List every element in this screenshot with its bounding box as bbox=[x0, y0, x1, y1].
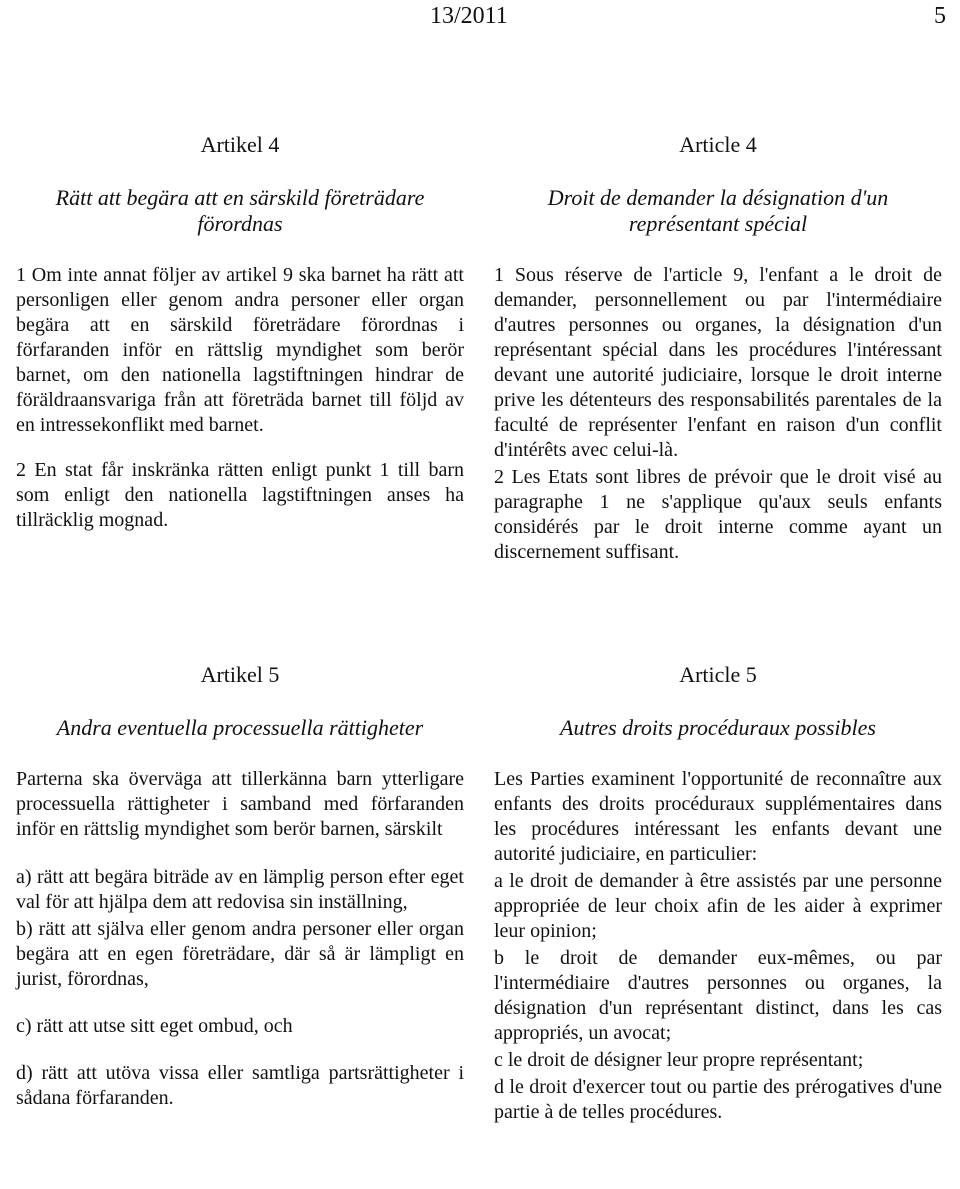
fr-article-5-item-b: b le droit de demander eux-mêmes, ou par l'intermédiaire d'autres personnes ou organes, la désignation d'un représentant distinct, dans les cas appropriés, un avocat; bbox=[494, 947, 942, 1044]
sv-article-5 bbox=[16, 662, 464, 1111]
fr-article-4-paragraph-2: 2 Les Etats sont libres de prévoir que le droit visé au paragraphe 1 ne s'applique qu'aux seuls enfants considérés par le droit interne comme ayant un discernement suffisant. bbox=[494, 466, 942, 563]
sv-article-4-paragraph-1: 1 Om inte annat följer av artikel 9 ska barnet ha rätt att personligen eller genom andra personer eller organ begära att en särskild företrädare förordnas i förfaranden inför en rättslig myndighet som berör barnet, om den nationella lagstiftningen hindrar de föräldraansvariga från att företräda barnet till följd av en intressekonflikt med barnet. bbox=[16, 264, 464, 436]
header-issue: 13/2011 bbox=[430, 3, 508, 29]
sv-article-5-title: Artikel 5 bbox=[200, 662, 280, 687]
fr-article-4-subtitle: Droit de demander la désignation d'un représentant spécial bbox=[547, 185, 889, 236]
fr-article-5-intro: Les Parties examinent l'opportunité de reconnaître aux enfants des droits procéduraux supplémentaires dans les procédures intéressant les enfants devant une autorité judiciaire, en particulier: bbox=[494, 768, 942, 865]
header-page-number: 5 bbox=[934, 3, 946, 29]
sv-article-4-title: Artikel 4 bbox=[200, 132, 280, 157]
sv-article-5-item-c: c) rätt att utse sitt eget ombud, och bbox=[16, 1015, 293, 1037]
fr-article-5-title: Article 5 bbox=[679, 662, 757, 687]
fr-article-5 bbox=[494, 662, 942, 1125]
sv-article-4 bbox=[16, 132, 464, 533]
sv-article-4-paragraph-2: 2 En stat får inskränka rätten enligt punkt 1 till barn som enligt den nationella lagstiftningen anses ha tillräcklig mognad. bbox=[16, 459, 464, 531]
fr-article-5-subtitle: Autres droits procéduraux possibles bbox=[560, 715, 876, 740]
sv-article-5-item-a: a) rätt att begära biträde av en lämplig person efter eget val för att hjälpa dem att redovisa sin inställning, bbox=[16, 866, 464, 913]
fr-article-4-title: Article 4 bbox=[679, 132, 757, 157]
fr-article-5-item-d: d le droit d'exercer tout ou partie des prérogatives d'une partie à de telles procédures. bbox=[494, 1076, 942, 1123]
fr-article-4-paragraph-1: 1 Sous réserve de l'article 9, l'enfant a le droit de demander, personnellement ou par l'intermédiaire d'autres personnes ou organes, la désignation d'un représentant spécial dans les procédures l'intéressant devant une autorité judiciaire, lorsque le droit interne prive les détenteurs des responsabilités parentales de la faculté de représenter l'enfant en raison d'un conflit d'intérêts avec celui-là. bbox=[494, 264, 942, 461]
fr-article-5-item-c: c le droit de désigner leur propre représentant; bbox=[494, 1049, 864, 1071]
sv-article-5-subtitle: Andra eventuella processuella rättigheter bbox=[56, 715, 424, 740]
sv-article-5-intro: Parterna ska överväga att tillerkänna barn ytterligare processuella rättigheter i samband med förfaranden inför en rättslig myndighet som berör barnen, särskilt bbox=[16, 768, 464, 840]
fr-article-4 bbox=[494, 132, 942, 565]
fr-article-5-item-a: a le droit de demander à être assistés par une personne appropriée de leur choix afin de les aider à exprimer leur opinion; bbox=[494, 870, 942, 942]
sv-article-5-item-b: b) rätt att själva eller genom andra personer eller organ begära att en egen företrädare, där så är lämpligt en jurist, förordnas, bbox=[16, 918, 464, 990]
sv-article-4-subtitle: Rätt att begära att en särskild företrädare förordnas bbox=[55, 185, 425, 236]
sv-article-5-item-d: d) rätt att utöva vissa eller samtliga partsrättigheter i sådana förfaranden. bbox=[16, 1062, 464, 1109]
